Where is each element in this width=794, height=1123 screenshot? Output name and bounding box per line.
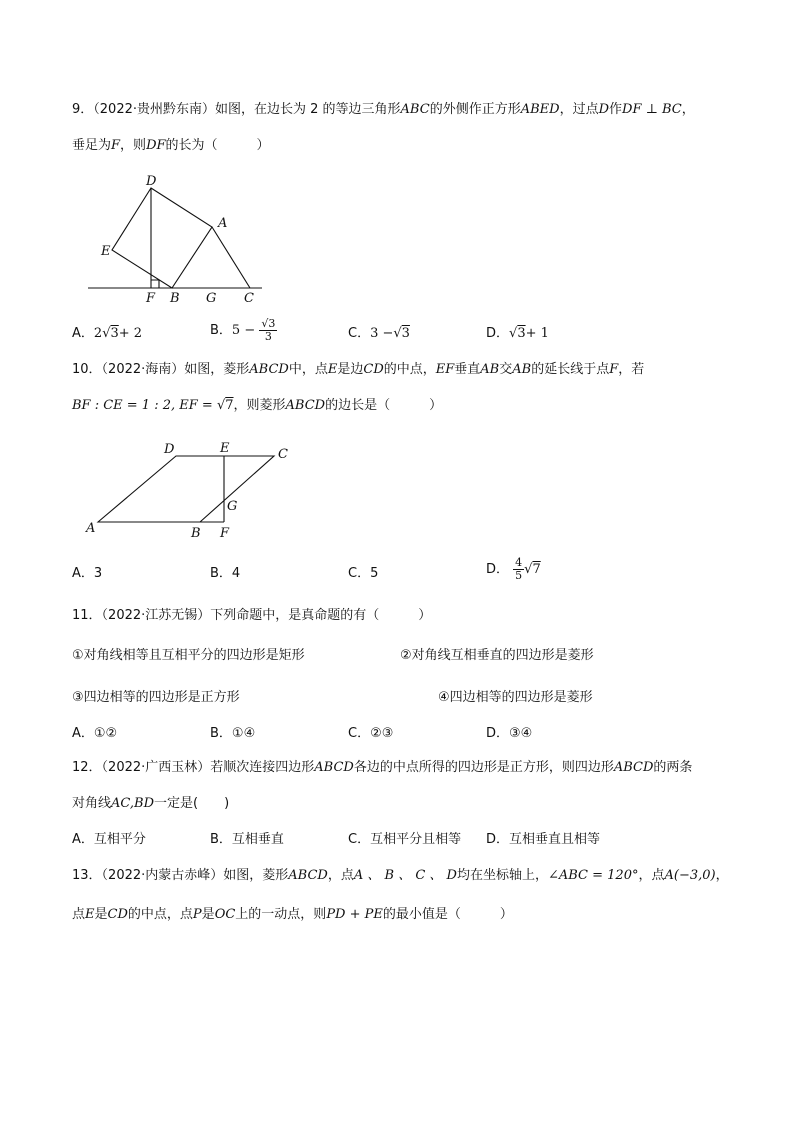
q13-stem-line1: 13．（2022·内蒙古赤峰）如图，菱形ABCD，点A 、 B 、 C 、 D均在坐标轴上，∠ABC = 120°，点A(−3,0)， [72,868,729,883]
q12-option-d[interactable]: D．互相垂直且相等 [486,832,601,847]
q10-source: （2022·海南） [101,362,185,377]
q9-label-d: D [146,174,157,189]
q11-proposition-1: ①对角线相等且互相平分的四边形是矩形 [72,648,305,663]
q11-option-a[interactable]: A．①② [72,726,118,741]
q9-label-c: C [244,291,254,306]
q11-option-c[interactable]: C．②③ [348,726,394,741]
q9-option-d[interactable]: D．√3+ 1 [486,326,549,341]
q10-stem-line1: 10．（2022·海南）如图，菱形ABCD中，点E是边CD的中点，EF垂直AB交AB的延长线于点F，若 [72,362,645,377]
q10-stem-line2: BF : CE = 1 : 2, EF = √7，则菱形ABCD的边长是（ ） [72,398,443,413]
q9-label-e: E [101,244,111,259]
q10-rhombus [98,456,274,522]
q9-stem-line1: 9．（2022·贵州黔东南）如图，在边长为 2 的等边三角形ABC的外侧作正方形ABED，过点D作DF ⊥ BC， [72,102,695,117]
q12-option-a[interactable]: A．互相平分 [72,832,146,847]
q12-option-c[interactable]: C．互相平分且相等 [348,832,462,847]
q12-option-b[interactable]: B．互相垂直 [210,832,284,847]
q12-stem-line1: 12．（2022·广西玉林）若顺次连接四边形ABCD各边的中点所得的四边形是正方形，则四边形ABCD的两条 [72,760,693,775]
q10-label-c: C [278,447,288,462]
q10-label-a: A [86,521,96,536]
q9-option-b-fraction: $\frac{√3}{3}$ [261,317,276,343]
q11-proposition-4: ④四边相等的四边形是菱形 [438,690,593,705]
q9-source: （2022·贵州黔东南） [93,102,215,117]
q11-option-b[interactable]: B．①④ [210,726,256,741]
q9-label-g: G [206,291,217,306]
q11-number: 11． [72,608,102,623]
q12-number: 12． [72,760,102,775]
q10-option-c[interactable]: C．5 [348,566,379,581]
q9-option-c[interactable]: C．3 −√3 [348,326,410,341]
q10-option-d[interactable]: D． $\frac{4}{5}$ √7 [486,556,541,582]
q11-stem: 11．（2022·江苏无锡）下列命题中，是真命题的有（ ） [72,608,432,623]
q10-option-a[interactable]: A．3 [72,566,103,581]
q9-stem-line2: 垂足为F，则DF的长为（ ） [72,138,270,153]
q10-label-g: G [227,499,238,514]
q10-label-f: F [220,526,230,541]
q11-proposition-2: ②对角线互相垂直的四边形是菱形 [400,648,594,663]
q10-label-b: B [191,526,201,541]
q13-source: （2022·内蒙古赤峰） [101,868,224,883]
q11-proposition-3: ③四边相等的四边形是正方形 [72,690,240,705]
q11-source: （2022·江苏无锡） [101,608,211,623]
q9-number: 9． [72,102,94,117]
q9-option-b[interactable]: B．5 − $\frac{√3}{3}$ [210,317,276,343]
q10-option-b[interactable]: B．4 [210,566,241,581]
q11-option-d[interactable]: D．③④ [486,726,533,741]
q9-option-a[interactable]: A．2√3+ 2 [72,326,143,341]
q12-stem-line2: 对角线AC,BD一定是( ) [72,796,230,811]
q13-number: 13． [72,868,102,883]
q9-label-b: B [170,291,180,306]
q9-label-a: A [218,216,228,231]
q12-source: （2022·广西玉林） [101,760,211,775]
q13-stem-line2: 点E是CD的中点，点P是OC上的一动点，则PD + PE的最小值是（ ） [72,907,513,922]
q10-label-e: E [220,441,230,456]
q10-option-d-fraction: $\frac{4}{5}$ [515,556,523,582]
q9-label-f: F [146,291,156,306]
q10-label-d: D [164,442,175,457]
q10-number: 10． [72,362,102,377]
